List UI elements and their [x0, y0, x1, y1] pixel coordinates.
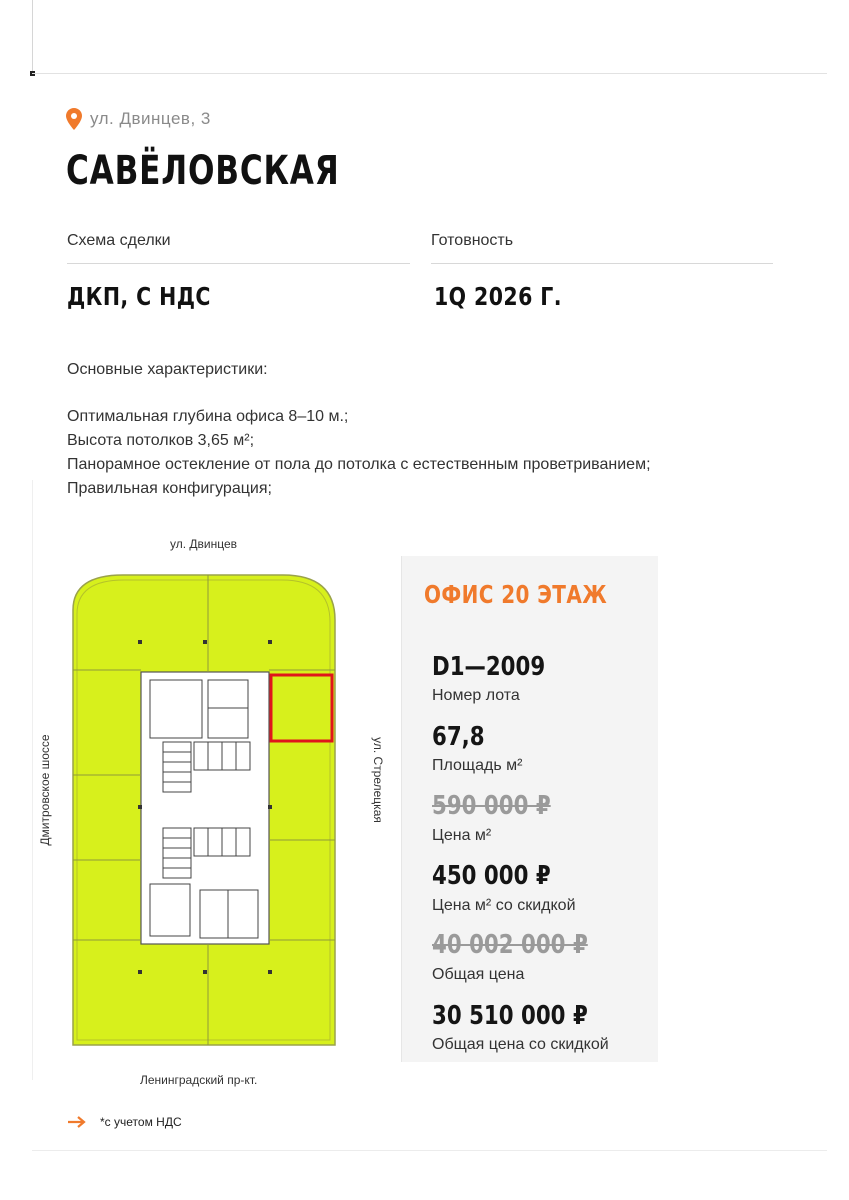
building-core [141, 672, 269, 944]
lot-number-label: Номер лота [432, 687, 520, 704]
deal-scheme-divider [67, 263, 410, 264]
footer-divider [32, 1150, 827, 1151]
lot-number-value: D1—2009 [432, 652, 546, 682]
readiness-label: Готовность [431, 232, 514, 249]
vat-footnote [68, 1115, 182, 1129]
street-label-top: ул. Двинцев [170, 537, 238, 551]
deal-scheme-value: ДКП, С НДС [67, 282, 211, 311]
characteristic-item: Правильная конфигурация; [67, 480, 272, 497]
characteristics-heading: Основные характеристики: [67, 361, 268, 378]
floor-plan [28, 530, 408, 1090]
street-label-left: Дмитровское шоссе [38, 734, 52, 846]
price-per-m2-label: Цена м² [432, 827, 492, 844]
street-label-right: ул. Стрелецкая [371, 737, 385, 823]
arrow-right-icon [68, 1116, 86, 1128]
page-guide-line [32, 0, 33, 74]
page-title: САВЁЛОВСКАЯ [66, 148, 340, 194]
address-text: ул. Двинцев, 3 [90, 109, 211, 128]
deal-scheme-label: Схема сделки [67, 232, 171, 249]
price-per-m2-discount-value: 450 000 ₽ [432, 861, 551, 891]
area-label: Площадь м² [432, 757, 523, 774]
characteristic-item: Панорамное остекление от пола до потолка с естественным проветриванием; [67, 456, 651, 473]
offer-title: ОФИС 20 ЭТАЖ [424, 580, 608, 609]
readiness-value: 1Q 2026 Г. [434, 282, 562, 311]
price-per-m2-old-value: 590 000 ₽ [432, 791, 551, 821]
price-per-m2-discount-label: Цена м² со скидкой [432, 897, 576, 914]
total-price-label: Общая цена [432, 966, 525, 983]
header-divider [32, 73, 827, 74]
readiness-divider [431, 263, 773, 264]
characteristic-item: Оптимальная глубина офиса 8–10 м.; [67, 408, 349, 425]
total-price-discount-value: 30 510 000 ₽ [432, 1001, 588, 1031]
area-value: 67,8 [432, 722, 485, 752]
street-label-bottom: Ленинградский пр-кт. [140, 1073, 258, 1087]
total-price-old-value: 40 002 000 ₽ [432, 930, 588, 960]
total-price-discount-label: Общая цена со скидкой [432, 1036, 609, 1053]
selected-office-highlight [271, 675, 332, 741]
characteristic-item: Высота потолков 3,65 м²; [67, 432, 255, 449]
address-row [66, 108, 211, 130]
footnote-text: *с учетом НДС [100, 1115, 182, 1129]
location-pin-icon [66, 108, 82, 130]
characteristics-list [67, 405, 651, 501]
